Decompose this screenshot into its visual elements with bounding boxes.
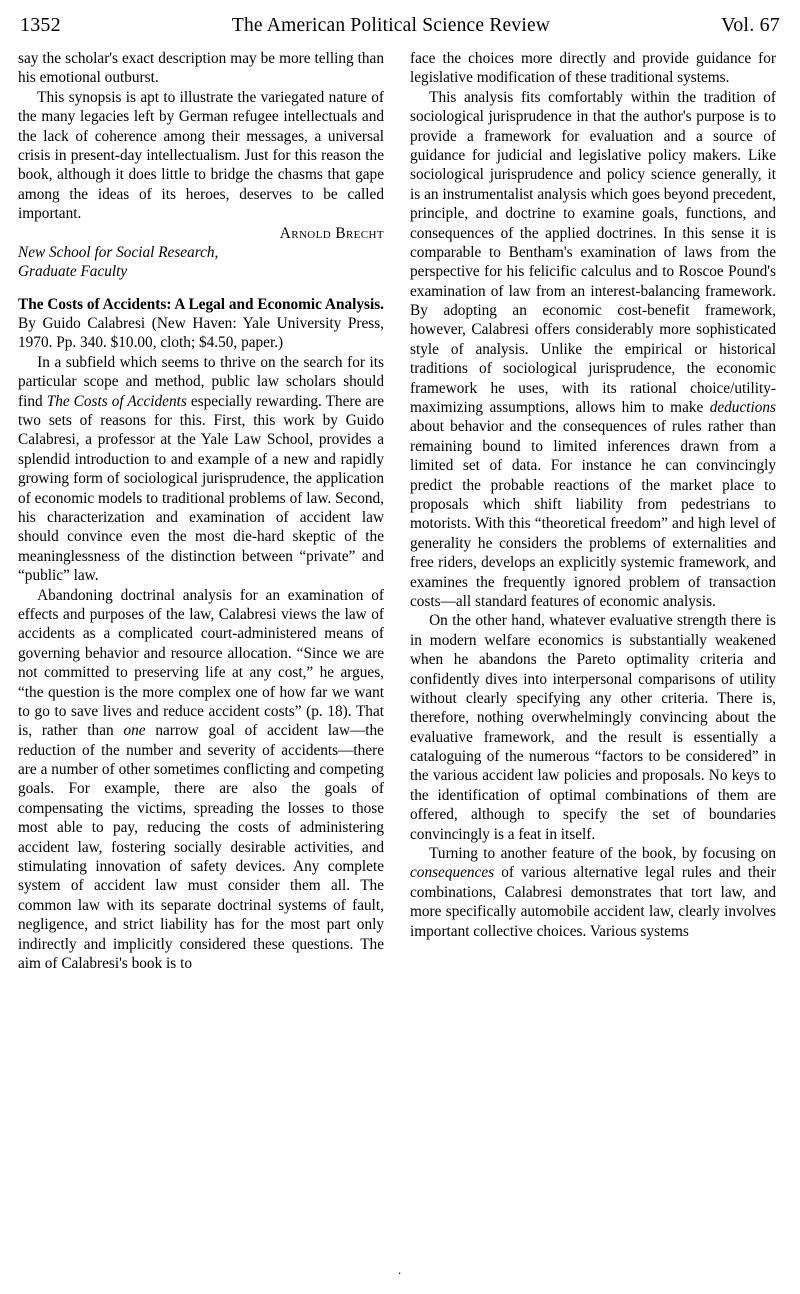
paragraph-continued: say the scholar's exact description may be more telling than his emotional outburst. [18,50,384,87]
reviewed-book-imprint: By Guido Calabresi (New Haven: Yale University Press, 1970. Pp. 340. $10.00, cloth; $4.50, paper.) [18,315,384,352]
page-folio: 1352 [20,14,61,36]
journal-title: The American Political Science Review [231,15,551,36]
reviewer-affiliation-line2: Graduate Faculty [18,263,128,281]
paragraph-turning-part2: of various alternative legal rules and their combinations, Calabresi demonstrates that tort law, and more specifically automobile accident law, clearly involves important collective choices. Various systems [410,864,776,940]
paragraph-synopsis: This synopsis is apt to illustrate the variegated nature of the many legacies left by German refugee intellectuals and the lack of coherence among their messages, a universal crisis in present-day intellectualism. Just for this reason the book, although it does little to bridge the chasms that gape among the ideas of its heroes, deserves to be called important. [18,88,384,223]
paragraph-turning [410,844,776,941]
reviewed-book-title: The Costs of Accidents: A Legal and Economic Analysis. [18,295,384,313]
paragraph-analysis-part1: This analysis fits comfortably within the tradition of sociological jurisprudence in that the author's purpose is to provide a framework for evaluation and a source of guidance for judicial and legislative policy makers. Like sociological jurisprudence and policy science generally, it is an instrumentalist analysis which goes beyond precedent, principle, and doctrine to examine goals, functions, and consequences of the applied doctrines. In this sense it is comparable to Bentham's examination of laws from the perspective for his felicific calculus and to Roscoe Pound's examination of law from an interest-balancing framework. By adopting an economic cost-benefit framework, however, Calabresi offers considerably more sophisticated style of analysis. Unlike the empirical or historical traditions of sociological jurisprudence, the economic framework he uses, with its rational choice/utility-maximizing assumptions, allows him to make [410,88,776,417]
paragraph-abandoning [18,586,384,974]
body-columns [18,49,782,973]
volume-label: Vol. 67 [721,14,780,36]
page-bottom-mark: . [398,1262,402,1277]
paragraph-abandoning-part2: narrow goal of accident law—the reduction of the number and severity of accidents—there are a number of other sometimes conflicting and competing goals. For example, there are also the goals of compensating the victims, spreading the losses to those most able to pay, reducing the costs of administering accident law, fostering socially desirable activities, and stimulating innovation of safety devices. Any complete system of accident law must consider them all. The common law with its separate doctrinal systems of fault, negligence, and strict liability has for the most part only indirectly and implicitly considered these questions. The aim of Calabresi's book is to [18,722,384,972]
left-column [18,49,384,973]
paragraph-analysis [410,88,776,612]
paragraph-subfield-part2: especially rewarding. There are two sets of reasons for this. First, this work by Guido Calabresi, a professor at the Yale Law School, provides a splendid introduction to and example of a new and rapidly growing form of sociological jurisprudence, the application of economic models to traditional problems of law. Second, his characterization and examination of accident law should convince even the most die-hard skeptic of the meaninglessness of the distinction between “private” and “public” law. [18,392,385,585]
running-head [20,14,780,37]
review-heading [18,295,384,353]
reviewer-affiliation-line1: New School for Social Research, [18,243,219,261]
right-column [410,49,776,941]
emphasis-one: one [123,722,146,740]
paragraph-analysis-part2: about behavior and the consequences of rules rather than remaining bound to limited inferences drawn from a limited set of data. For instance he can convincingly predict the probable reactions of the market place to proposals which shift liability from pedestrians to motorists. With this “theoretical freedom” and high level of generality he considers the problems of externalities and free riders, develops an explicitly systemic framework, and examines the frequently ignored problem of transaction costs—all standard features of economic analysis. [410,418,776,610]
emphasis-consequences: consequences [410,864,495,882]
paragraph-welfare-economics: On the other hand, whatever evaluative strength there is in modern welfare economics is substantially weakened when he abandons the Pareto optimality criteria and confidently dives into interpersonal comparisons of utility without clearly specifying any other criteria. There is, therefore, nothing overwhelmingly convincing about the evaluative framework, and the result is essentially a cataloguing of the numerous “factors to be considered” in the various accident law policies and proposals. No keys to the identification of optimal combinations of them are offered, although to specify the set of boundaries convincingly is a feat in itself. [410,612,776,843]
paragraph-face-choices: face the choices more directly and provide guidance for legislative modification of these traditional systems. [410,50,776,87]
reviewer-signature: Arnold Brecht [279,224,384,242]
paragraph-subfield-part1: In a subfield which seems to thrive on the search for its particular scope and method, public law scholars should find [18,353,384,410]
paragraph-subfield [18,353,384,586]
emphasis-deductions: deductions [709,399,776,417]
book-title-italic: The Costs of Accidents [46,392,187,410]
paragraph-abandoning-part1: Abandoning doctrinal analysis for an examination of effects and purposes of the law, Calabresi views the law of accidents as a complicated court-administered means of governing behavior and resource allocation. “Since we are not committed to preserving life at any cost,” he argues, “the question is the more complex one of how far we want to go to save lives and reduce accident costs” (p. 18). That is, rather than [18,586,384,740]
paragraph-turning-part1: Turning to another feature of the book, by focusing on [429,845,776,863]
